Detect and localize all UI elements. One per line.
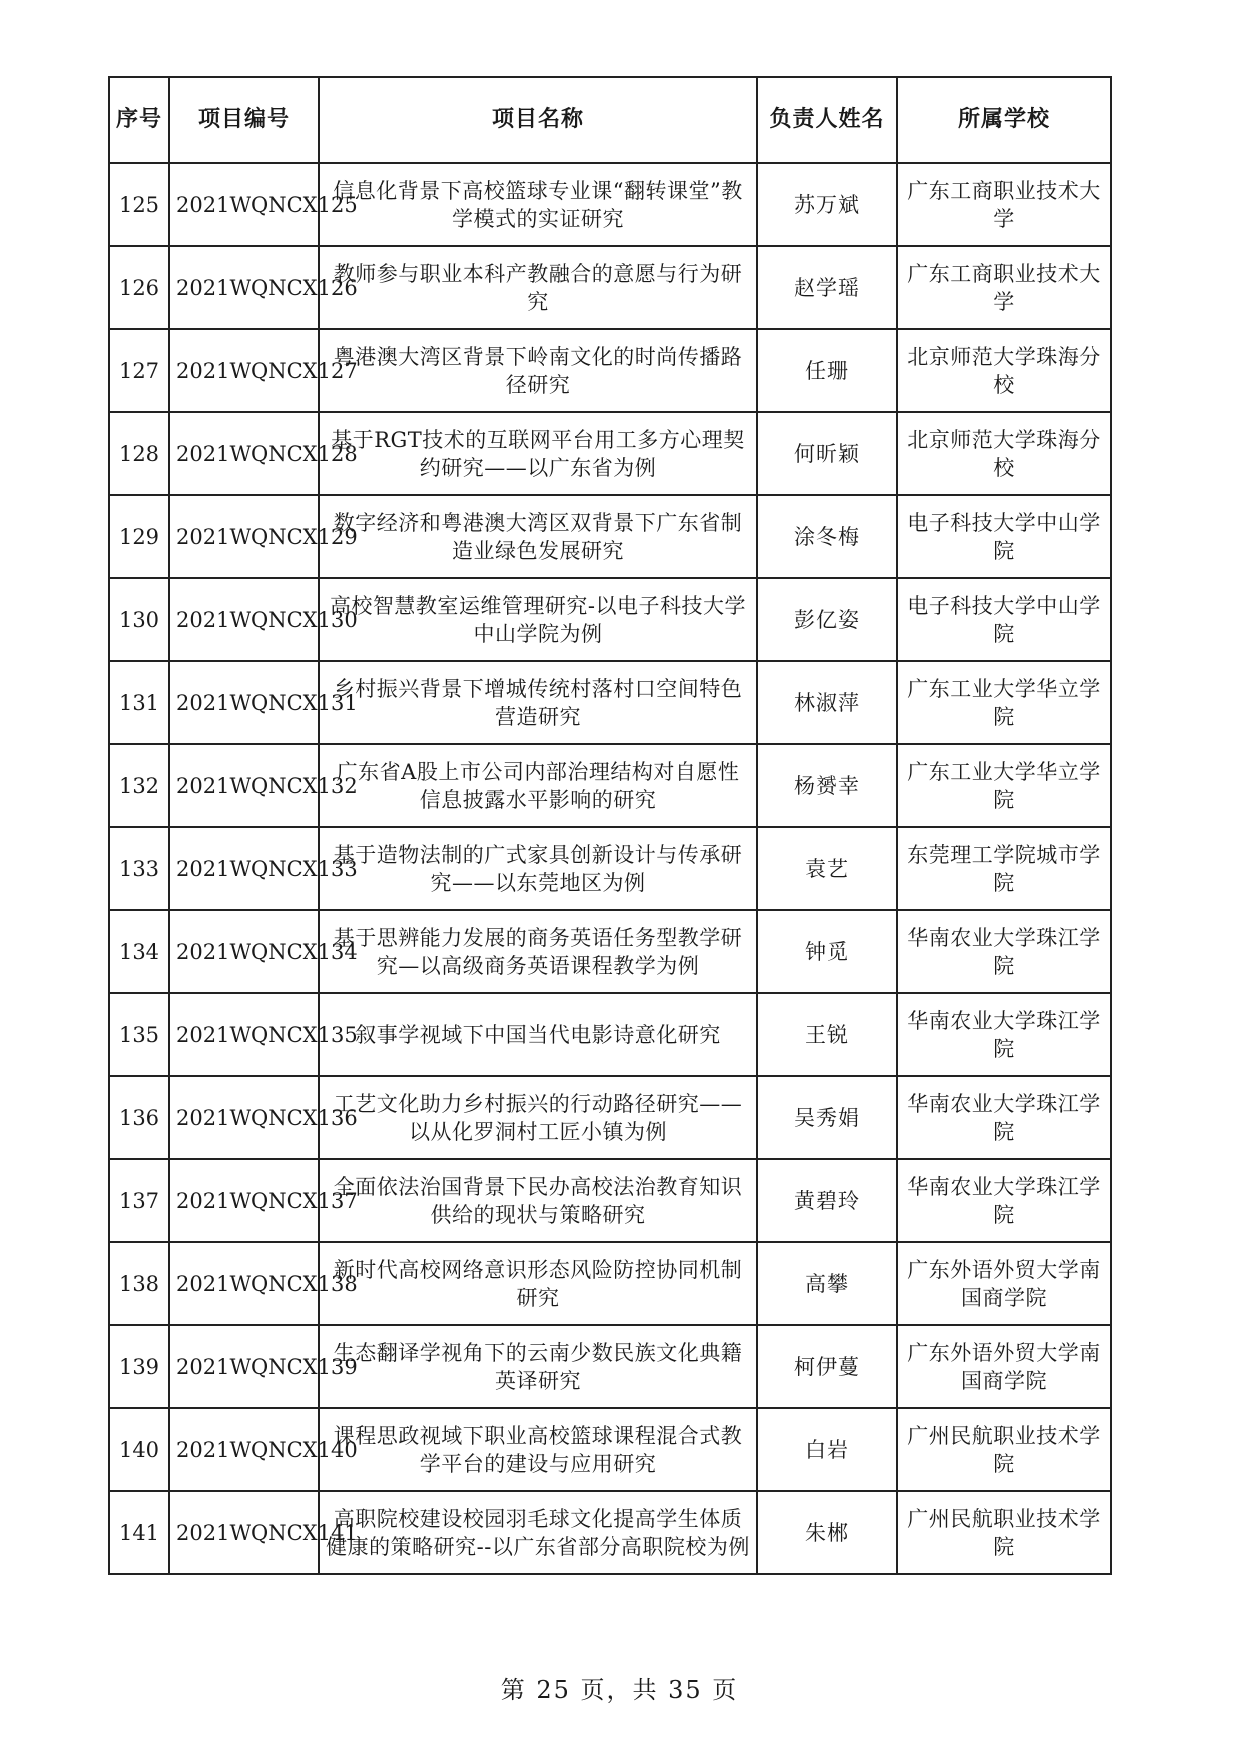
cell-project-name: 教师参与职业本科产教融合的意愿与行为研究 [319,246,757,329]
cell-person: 钟觅 [757,910,897,993]
table-row [109,246,1111,329]
table-row [109,329,1111,412]
cell-person: 彭亿姿 [757,578,897,661]
cell-no: 138 [109,1242,169,1325]
table-row [109,910,1111,993]
cell-project-name: 信息化背景下高校篮球专业课“翻转课堂”教学模式的实证研究 [319,163,757,246]
cell-no: 136 [109,1076,169,1159]
table-row [109,495,1111,578]
header-person: 负责人姓名 [757,77,897,163]
cell-project-code: 2021WQNCX129 [169,495,319,578]
cell-project-code: 2021WQNCX141 [169,1491,319,1574]
cell-project-code: 2021WQNCX136 [169,1076,319,1159]
cell-person: 杨赟幸 [757,744,897,827]
cell-project-name: 高职院校建设校园羽毛球文化提高学生体质健康的策略研究--以广东省部分高职院校为例 [319,1491,757,1574]
table-row [109,1076,1111,1159]
header-school: 所属学校 [897,77,1111,163]
cell-school: 东莞理工学院城市学院 [897,827,1111,910]
cell-no: 129 [109,495,169,578]
cell-project-name: 基于RGT技术的互联网平台用工多方心理契约研究——以广东省为例 [319,412,757,495]
document-sheet [108,76,1110,1575]
cell-project-code: 2021WQNCX137 [169,1159,319,1242]
table-row [109,163,1111,246]
cell-school: 广东外语外贸大学南国商学院 [897,1242,1111,1325]
header-no: 序号 [109,77,169,163]
cell-project-name: 基于思辨能力发展的商务英语任务型教学研究—以高级商务英语课程教学为例 [319,910,757,993]
cell-project-code: 2021WQNCX125 [169,163,319,246]
header-code: 项目编号 [169,77,319,163]
cell-school: 广东工业大学华立学院 [897,661,1111,744]
table-row [109,1242,1111,1325]
cell-person: 林淑萍 [757,661,897,744]
header-name: 项目名称 [319,77,757,163]
cell-person: 苏万斌 [757,163,897,246]
cell-project-code: 2021WQNCX127 [169,329,319,412]
cell-project-code: 2021WQNCX139 [169,1325,319,1408]
page-number: 第 25 页，共 35 页 [500,1676,739,1704]
cell-school: 广东外语外贸大学南国商学院 [897,1325,1111,1408]
cell-school: 广州民航职业技术学院 [897,1491,1111,1574]
cell-school: 电子科技大学中山学院 [897,578,1111,661]
cell-project-name: 工艺文化助力乡村振兴的行动路径研究——以从化罗洞村工匠小镇为例 [319,1076,757,1159]
cell-no: 134 [109,910,169,993]
cell-no: 141 [109,1491,169,1574]
cell-no: 130 [109,578,169,661]
cell-project-code: 2021WQNCX130 [169,578,319,661]
cell-person: 任珊 [757,329,897,412]
cell-school: 华南农业大学珠江学院 [897,1076,1111,1159]
cell-school: 北京师范大学珠海分校 [897,412,1111,495]
table-row [109,993,1111,1076]
cell-project-code: 2021WQNCX138 [169,1242,319,1325]
cell-no: 125 [109,163,169,246]
table-row [109,578,1111,661]
cell-project-name: 基于造物法制的广式家具创新设计与传承研究——以东莞地区为例 [319,827,757,910]
cell-project-code: 2021WQNCX135 [169,993,319,1076]
cell-project-name: 生态翻译学视角下的云南少数民族文化典籍英译研究 [319,1325,757,1408]
cell-project-name: 数字经济和粤港澳大湾区双背景下广东省制造业绿色发展研究 [319,495,757,578]
cell-person: 王锐 [757,993,897,1076]
cell-person: 黄碧玲 [757,1159,897,1242]
table-row [109,1408,1111,1491]
cell-project-name: 全面依法治国背景下民办高校法治教育知识供给的现状与策略研究 [319,1159,757,1242]
cell-project-code: 2021WQNCX128 [169,412,319,495]
cell-project-name: 课程思政视域下职业高校篮球课程混合式教学平台的建设与应用研究 [319,1408,757,1491]
table-row [109,744,1111,827]
cell-no: 132 [109,744,169,827]
table-row [109,661,1111,744]
cell-person: 高攀 [757,1242,897,1325]
cell-no: 131 [109,661,169,744]
cell-school: 华南农业大学珠江学院 [897,910,1111,993]
cell-project-code: 2021WQNCX134 [169,910,319,993]
table-row [109,1491,1111,1574]
cell-project-name: 乡村振兴背景下增城传统村落村口空间特色营造研究 [319,661,757,744]
cell-school: 华南农业大学珠江学院 [897,993,1111,1076]
cell-person: 白岩 [757,1408,897,1491]
cell-project-name: 高校智慧教室运维管理研究-以电子科技大学中山学院为例 [319,578,757,661]
cell-person: 袁艺 [757,827,897,910]
cell-project-code: 2021WQNCX131 [169,661,319,744]
cell-project-name: 叙事学视域下中国当代电影诗意化研究 [319,993,757,1076]
cell-project-name: 粤港澳大湾区背景下岭南文化的时尚传播路径研究 [319,329,757,412]
cell-project-name: 广东省A股上市公司内部治理结构对自愿性信息披露水平影响的研究 [319,744,757,827]
cell-person: 柯伊蔓 [757,1325,897,1408]
table-row [109,412,1111,495]
cell-school: 广东工商职业技术大学 [897,163,1111,246]
table-header [109,77,1111,163]
cell-project-code: 2021WQNCX126 [169,246,319,329]
cell-no: 126 [109,246,169,329]
cell-person: 涂冬梅 [757,495,897,578]
cell-school: 广州民航职业技术学院 [897,1408,1111,1491]
cell-project-code: 2021WQNCX133 [169,827,319,910]
header-row [109,77,1111,163]
cell-no: 133 [109,827,169,910]
cell-school: 北京师范大学珠海分校 [897,329,1111,412]
cell-no: 127 [109,329,169,412]
cell-school: 广东工商职业技术大学 [897,246,1111,329]
cell-person: 吴秀娟 [757,1076,897,1159]
cell-person: 朱郴 [757,1491,897,1574]
cell-school: 电子科技大学中山学院 [897,495,1111,578]
cell-no: 140 [109,1408,169,1491]
cell-no: 139 [109,1325,169,1408]
cell-person: 何昕颖 [757,412,897,495]
table-row [109,1325,1111,1408]
cell-project-name: 新时代高校网络意识形态风险防控协同机制研究 [319,1242,757,1325]
cell-project-code: 2021WQNCX132 [169,744,319,827]
cell-no: 135 [109,993,169,1076]
table-row [109,1159,1111,1242]
cell-no: 137 [109,1159,169,1242]
cell-no: 128 [109,412,169,495]
cell-school: 广东工业大学华立学院 [897,744,1111,827]
table-body [109,163,1111,1574]
project-table [108,76,1112,1575]
cell-project-code: 2021WQNCX140 [169,1408,319,1491]
cell-person: 赵学瑶 [757,246,897,329]
cell-school: 华南农业大学珠江学院 [897,1159,1111,1242]
table-row [109,827,1111,910]
